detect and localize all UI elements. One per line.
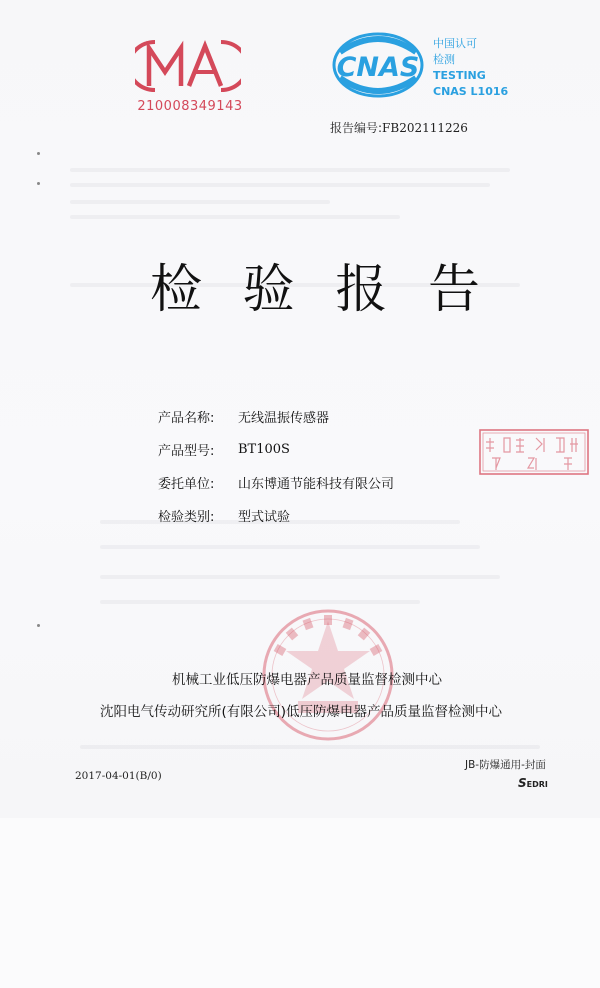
field-row-product-name xyxy=(158,400,394,433)
document-date-code: 2017-04-01(B/0) xyxy=(75,770,162,782)
report-number xyxy=(330,119,468,136)
cnas-line: 中国认可 xyxy=(433,37,477,50)
field-label: 委托单位: xyxy=(158,477,215,492)
title-char: 检 xyxy=(150,260,203,320)
seam-seal-stamp xyxy=(478,428,590,476)
speck xyxy=(37,624,40,627)
field-label: 检验类别: xyxy=(158,510,215,525)
sedri-text: EDRI xyxy=(526,780,548,789)
bleed-line xyxy=(100,600,420,604)
page-title xyxy=(150,255,480,325)
bleed-line xyxy=(80,745,540,749)
bleed-line xyxy=(70,215,400,219)
title-char: 验 xyxy=(242,260,295,320)
cnas-accreditation-text xyxy=(433,36,508,100)
field-value: 山东博通节能科技有限公司 xyxy=(238,477,395,492)
cnas-line: TESTING xyxy=(433,69,486,82)
cnas-line: 检测 xyxy=(433,53,455,66)
cma-logo xyxy=(135,38,241,94)
bleed-line xyxy=(100,545,480,549)
cnas-line: CNAS L1016 xyxy=(433,85,509,98)
speck xyxy=(37,182,40,185)
bleed-line xyxy=(70,200,330,204)
title-char: 告 xyxy=(427,260,480,320)
speck xyxy=(37,152,40,155)
field-value: 型式试验 xyxy=(238,510,291,525)
cnas-logo xyxy=(330,30,426,100)
cma-number: 210008349143 xyxy=(137,99,243,114)
field-row-client xyxy=(158,466,394,499)
report-number-label: 报告编号: xyxy=(330,121,383,135)
report-number-value: FB202111226 xyxy=(382,121,468,135)
field-row-product-model xyxy=(158,433,394,466)
field-value: 无线温振传感器 xyxy=(238,411,330,426)
field-label: 产品名称: xyxy=(158,411,215,426)
bleed-line xyxy=(100,575,500,579)
field-label: 产品型号: xyxy=(158,444,215,459)
bleed-line xyxy=(70,168,510,172)
title-char: 报 xyxy=(335,260,388,320)
field-value: BT100S xyxy=(238,442,290,457)
bleed-line xyxy=(70,183,490,187)
report-fields xyxy=(158,400,394,532)
organization-name-secondary: 沈阳电气传动研究所(有限公司)低压防爆电器产品质量监督检测中心 xyxy=(99,704,503,720)
organization-name-primary: 机械工业低压防爆电器产品质量监督检测中心 xyxy=(172,672,442,688)
sedri-s-glyph: S xyxy=(518,776,527,790)
sedri-logo xyxy=(518,776,548,790)
field-row-inspection-type xyxy=(158,499,394,532)
form-code: JB-防爆通用-封面 xyxy=(465,759,546,771)
cnas-logo-text: CNAS xyxy=(336,52,420,83)
